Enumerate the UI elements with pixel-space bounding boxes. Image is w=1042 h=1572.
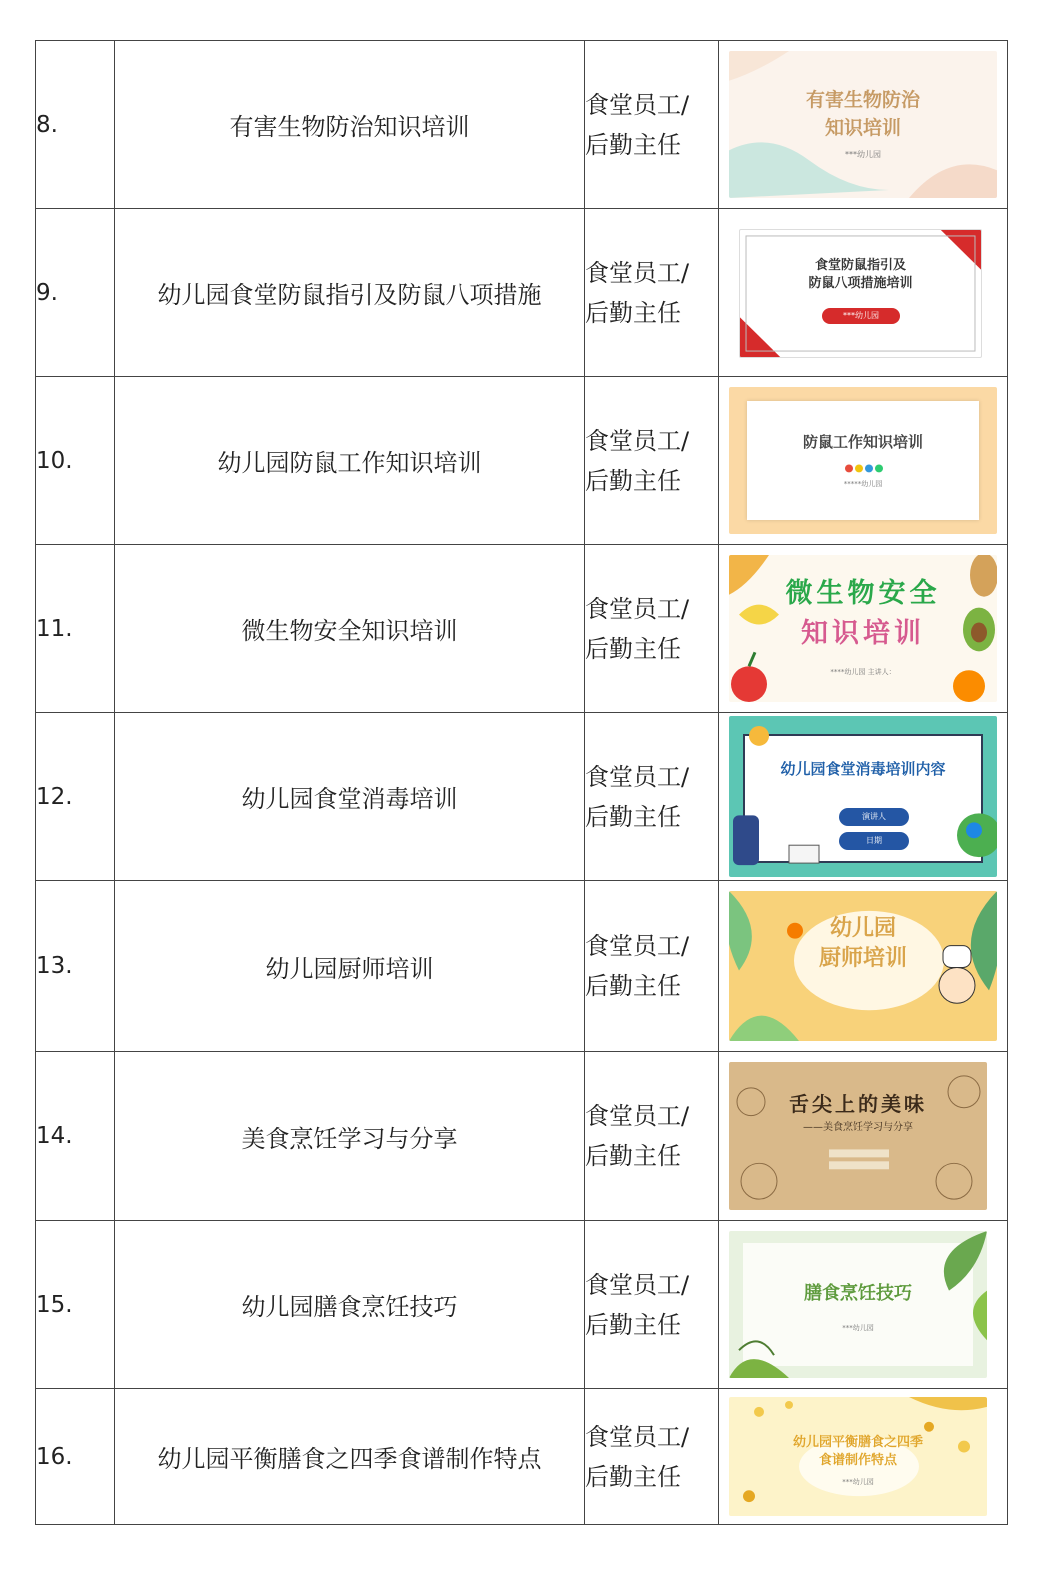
- role-line-2: 后勤主任: [585, 298, 681, 327]
- slide-thumbnail: [719, 41, 1008, 209]
- slide-cover-rat-work: [729, 387, 997, 534]
- role-line-1: 食堂员工/: [585, 1422, 690, 1451]
- slide-thumbnail: [719, 881, 1008, 1052]
- training-table: [35, 40, 1008, 1525]
- date-button: 日期: [839, 832, 909, 850]
- table-row: [36, 713, 1008, 881]
- role-line-2: 后勤主任: [585, 802, 681, 831]
- role-line-2: 后勤主任: [585, 972, 681, 1000]
- target-audience: [585, 1052, 719, 1221]
- slide-subtitle: ***幼儿园: [822, 308, 900, 324]
- role-line-1: 食堂员工/: [585, 258, 690, 287]
- slide-cover-microbe-safety: [729, 555, 997, 702]
- training-title: 幼儿园厨师培训: [115, 881, 585, 1052]
- training-title: 幼儿园膳食烹饪技巧: [115, 1221, 585, 1389]
- slide-thumbnail: [719, 1221, 1008, 1389]
- training-title: 幼儿园防鼠工作知识培训: [115, 377, 585, 545]
- row-number: 11.: [36, 545, 115, 713]
- slide-thumbnail: [719, 1389, 1008, 1525]
- target-audience: [585, 713, 719, 881]
- table-row: [36, 1052, 1008, 1221]
- slide-cover-pest-control: [729, 51, 997, 198]
- role-line-2: 后勤主任: [585, 1462, 681, 1491]
- role-line-1: 食堂员工/: [585, 90, 690, 119]
- role-line-2: 后勤主任: [585, 1310, 681, 1339]
- target-audience: [585, 1389, 719, 1525]
- slide-thumbnail: [719, 1052, 1008, 1221]
- target-audience: [585, 377, 719, 545]
- slide-thumbnail: [719, 713, 1008, 881]
- slide-title-line-2: 防鼠八项措施培训: [808, 276, 913, 291]
- target-audience: [585, 209, 719, 377]
- role-line-1: 食堂员工/: [585, 426, 690, 455]
- role-line-1: 食堂员工/: [585, 932, 690, 960]
- slide-subtitle: ***幼儿园: [845, 150, 881, 159]
- slide-thumbnail: [719, 209, 1008, 377]
- row-number: 15.: [36, 1221, 115, 1389]
- table-row: [36, 41, 1008, 209]
- table-row: [36, 1389, 1008, 1525]
- table-row: [36, 881, 1008, 1052]
- training-title: 幼儿园食堂消毒培训: [115, 713, 585, 881]
- table-row: [36, 377, 1008, 545]
- slide-thumbnail: [719, 377, 1008, 545]
- speaker-button: 演讲人: [839, 808, 909, 826]
- row-number: 12.: [36, 713, 115, 881]
- slide-title-line-1: 幼儿园食堂消毒培训内容: [780, 760, 946, 778]
- role-line-2: 后勤主任: [585, 466, 681, 495]
- slide-cover-cooking-skills: [729, 1231, 987, 1378]
- slide-title-line-1: 有害生物防治: [805, 89, 920, 111]
- slide-title-line-1: 防鼠工作知识培训: [802, 433, 923, 451]
- slide-title-line-2: ——美食烹饪学习与分享: [803, 1122, 913, 1133]
- corner-triangles: [740, 230, 981, 357]
- table-row: [36, 545, 1008, 713]
- slide-subtitle: *****幼儿园: [843, 480, 883, 488]
- slide-title-line-2: 知识培训: [824, 117, 901, 139]
- slide-title-line-1: 膳食烹饪技巧: [804, 1283, 912, 1304]
- target-audience: [585, 881, 719, 1052]
- slide-cover-disinfection: [729, 716, 997, 877]
- training-title: 幼儿园食堂防鼠指引及防鼠八项措施: [115, 209, 585, 377]
- row-number: 10.: [36, 377, 115, 545]
- slide-cover-cooking-share: [729, 1062, 987, 1210]
- slide-title-line-2: 厨师培训: [818, 945, 907, 971]
- color-dots: [729, 387, 997, 534]
- slide-title-line-1: 舌尖上的美味: [789, 1092, 927, 1116]
- slide-cover-seasonal-recipes: [729, 1397, 987, 1516]
- slide-subtitle: ****幼儿园 主讲人：: [830, 668, 896, 676]
- slide-title-line-1: 微生物安全: [785, 578, 941, 609]
- target-audience: [585, 1221, 719, 1389]
- role-line-2: 后勤主任: [585, 634, 681, 663]
- slide-cover-rat-prevention: [739, 229, 982, 358]
- slide-title-line-2: 知识培训: [801, 618, 925, 649]
- row-number: 9.: [36, 209, 115, 377]
- role-line-2: 后勤主任: [585, 1142, 681, 1170]
- slide-subtitle: ***幼儿园: [842, 1478, 874, 1486]
- role-line-1: 食堂员工/: [585, 762, 690, 791]
- training-title: 幼儿园平衡膳食之四季食谱制作特点: [115, 1389, 585, 1525]
- row-number: 16.: [36, 1389, 115, 1525]
- slide-title-line-1: 食堂防鼠指引及: [814, 258, 906, 273]
- training-title: 美食烹饪学习与分享: [115, 1052, 585, 1221]
- table-row: [36, 209, 1008, 377]
- school-illustrations: [729, 716, 997, 877]
- row-number: 8.: [36, 41, 115, 209]
- role-line-2: 后勤主任: [585, 130, 681, 159]
- training-title: 有害生物防治知识培训: [115, 41, 585, 209]
- training-title: 微生物安全知识培训: [115, 545, 585, 713]
- sketch-decoration: [729, 1062, 987, 1210]
- table-row: [36, 1221, 1008, 1389]
- row-number: 13.: [36, 881, 115, 1052]
- slide-subtitle: ***幼儿园: [842, 1324, 874, 1332]
- slide-cover-chef: [729, 891, 997, 1041]
- role-line-1: 食堂员工/: [585, 594, 690, 623]
- slide-title-line-2: 食谱制作特点: [818, 1453, 897, 1468]
- row-number: 14.: [36, 1052, 115, 1221]
- target-audience: [585, 545, 719, 713]
- slide-thumbnail: [719, 545, 1008, 713]
- role-line-1: 食堂员工/: [585, 1270, 690, 1299]
- slide-title-line-1: 幼儿园: [829, 915, 896, 941]
- role-line-1: 食堂员工/: [585, 1102, 690, 1130]
- slide-title-line-1: 幼儿园平衡膳食之四季: [792, 1435, 923, 1450]
- target-audience: [585, 41, 719, 209]
